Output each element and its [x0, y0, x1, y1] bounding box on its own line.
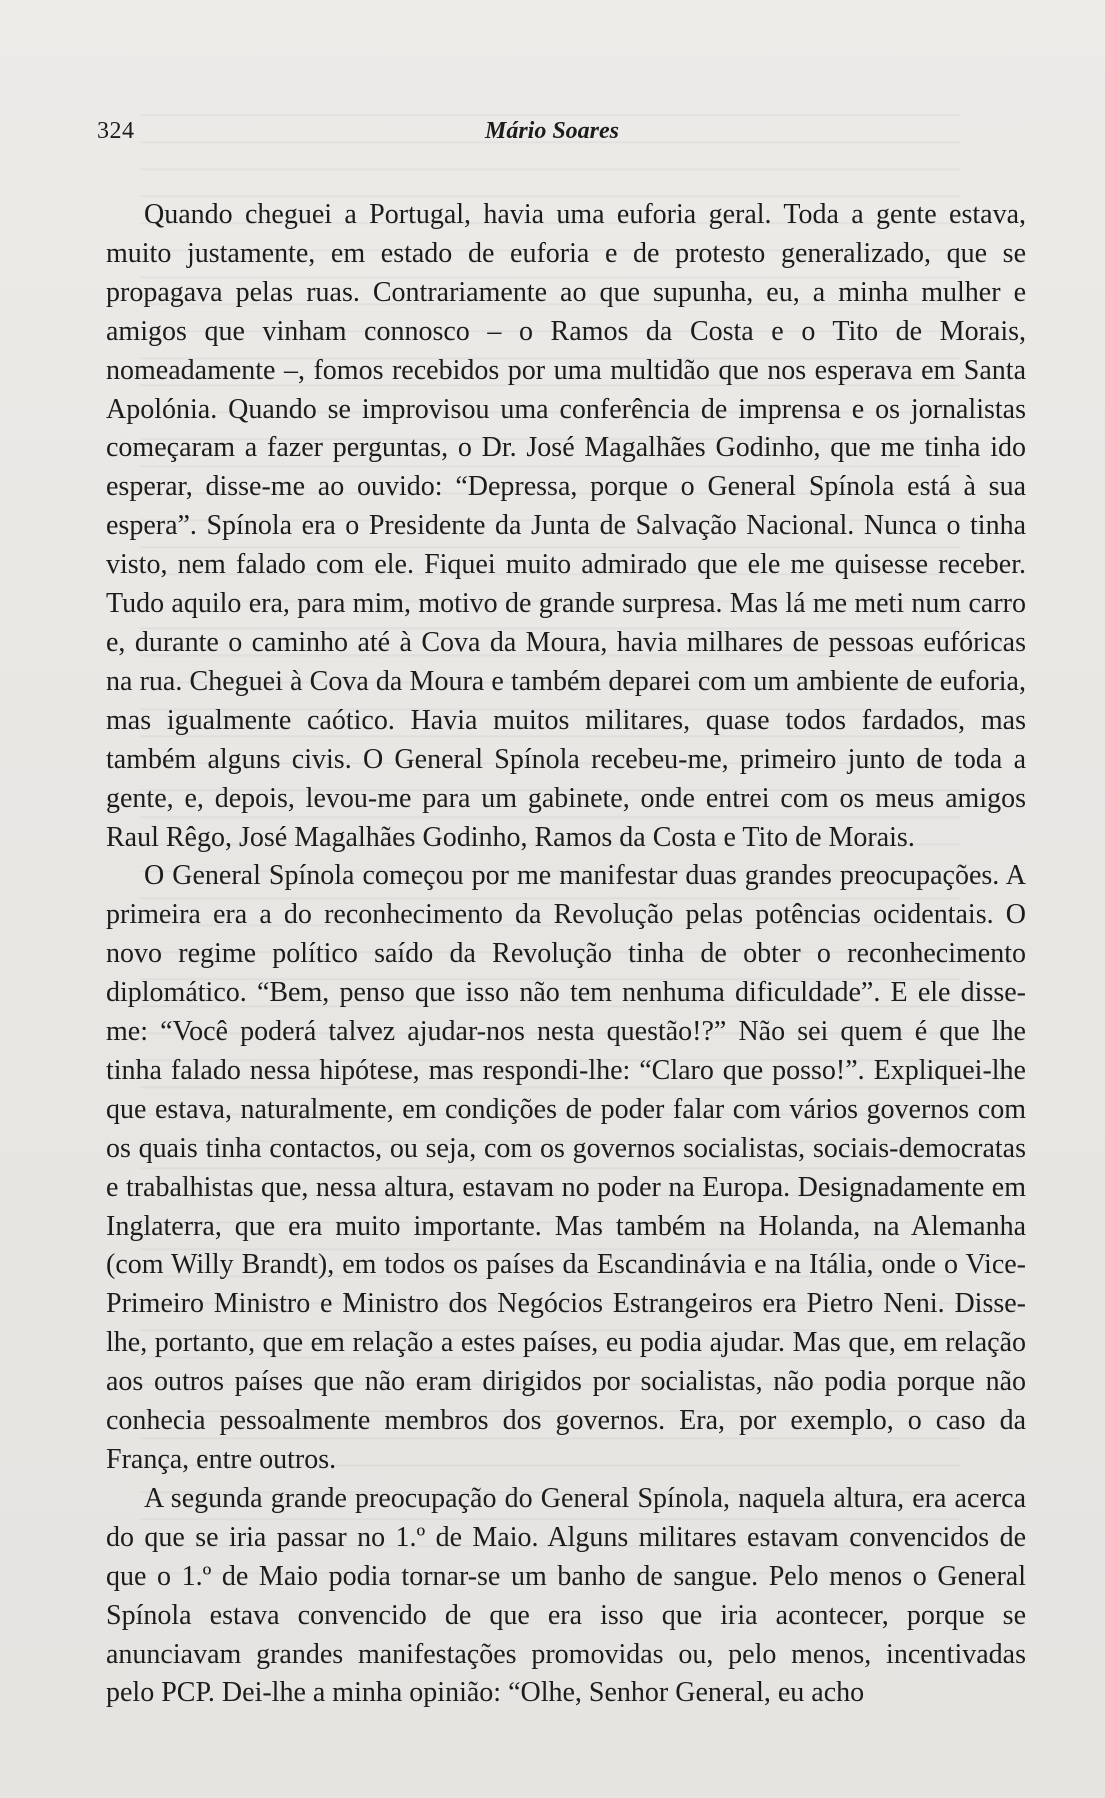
- paragraph: A segunda grande preocupação do General Spínola, naquela altura, era acerca do que se iria passar no 1.º de Maio. Alguns militares estavam convencidos de que o 1.º de Maio podia tornar-se um banho de sangue. Pelo menos o General Spínola estava convencido de que era isso que iria acontecer, porque se anunciavam grandes manifestações promovidas ou, pelo menos, incentivadas pelo PCP. Dei-lhe a minha opinião: “Olhe, Senhor General, eu acho: [106, 1482, 1026, 1709]
- paragraph: Quando cheguei a Portugal, havia uma euforia geral. Toda a gente estava, muito justamente, em estado de euforia e de protesto generalizado, que se propagava pelas ruas. Contrariamente ao que supunha, eu, a minha mulher e amigos que vinham connosco – o Ramos da Costa e o Tito de Morais, nomeadamente –, fomos recebidos por uma multidão que nos esperava em Santa Apolónia. Quando se improvisou uma conferência de imprensa e os jornalistas começaram a fazer perguntas, o Dr. José Magalhães Godinho, que me tinha ido esperar, disse-me ao ouvido: “Depressa, porque o General Spínola está à sua espera”. Spínola era o Presidente da Junta de Salvação Nacional. Nunca o tinha visto, nem falado com ele. Fiquei muito admirado que ele me quisesse receber. Tudo aquilo era, para mim, motivo de grande surpresa. Mas lá me meti num carro e, durante o caminho até à Cova da Moura, havia milhares de pessoas eufóricas na rua. Cheguei à Cova da Moura e também deparei com um ambiente de euforia, mas igualmente caótico. Havia muitos militares, quase todos fardados, mas também alguns civis. O General Spínola recebeu-me, primeiro junto de toda a gente, e, depois, levou-me para um gabinete, onde entrei com os meus amigos Raul Rêgo, José Magalhães Godinho, Ramos da Costa e Tito de Morais.: [106, 199, 1026, 853]
- page-number: 324: [97, 118, 135, 144]
- running-head-author: Mário Soares: [484, 118, 620, 144]
- page-header: [97, 118, 1007, 158]
- body-text: [106, 196, 1026, 1713]
- paragraph: O General Spínola começou por me manifestar duas grandes preocupações. A primeira era a do reconhecimento da Revolução pelas potências ocidentais. O novo regime político saído da Revolução tinha de obter o reconhecimento diplomático. “Bem, penso que isso não tem nenhuma dificuldade”. E ele disse-me: “Você poderá talvez ajudar-nos nesta questão!?” Não sei quem é que lhe tinha falado nessa hipótese, mas respondi-lhe: “Claro que posso!”. Expliquei-lhe que estava, naturalmente, em condições de poder falar com vários governos com os quais tinha contactos, ou seja, com os governos socialistas, sociais-democratas e trabalhistas que, nessa altura, estavam no poder na Europa. Designadamente em Inglaterra, que era muito importante. Mas também na Holanda, na Alemanha (com Willy Brandt), em todos os países da Escandinávia e na Itália, onde o Vice-Primeiro Ministro e Ministro dos Negócios Estrangeiros era Pietro Neni. Disse-lhe, portanto, que em relação a estes países, eu podia ajudar. Mas que, em relação aos outros países que não eram dirigidos por socialistas, não podia porque não conhecia pessoalmente membros dos governos. Era, por exemplo, o caso da França, entre outros.: [106, 860, 1026, 1475]
